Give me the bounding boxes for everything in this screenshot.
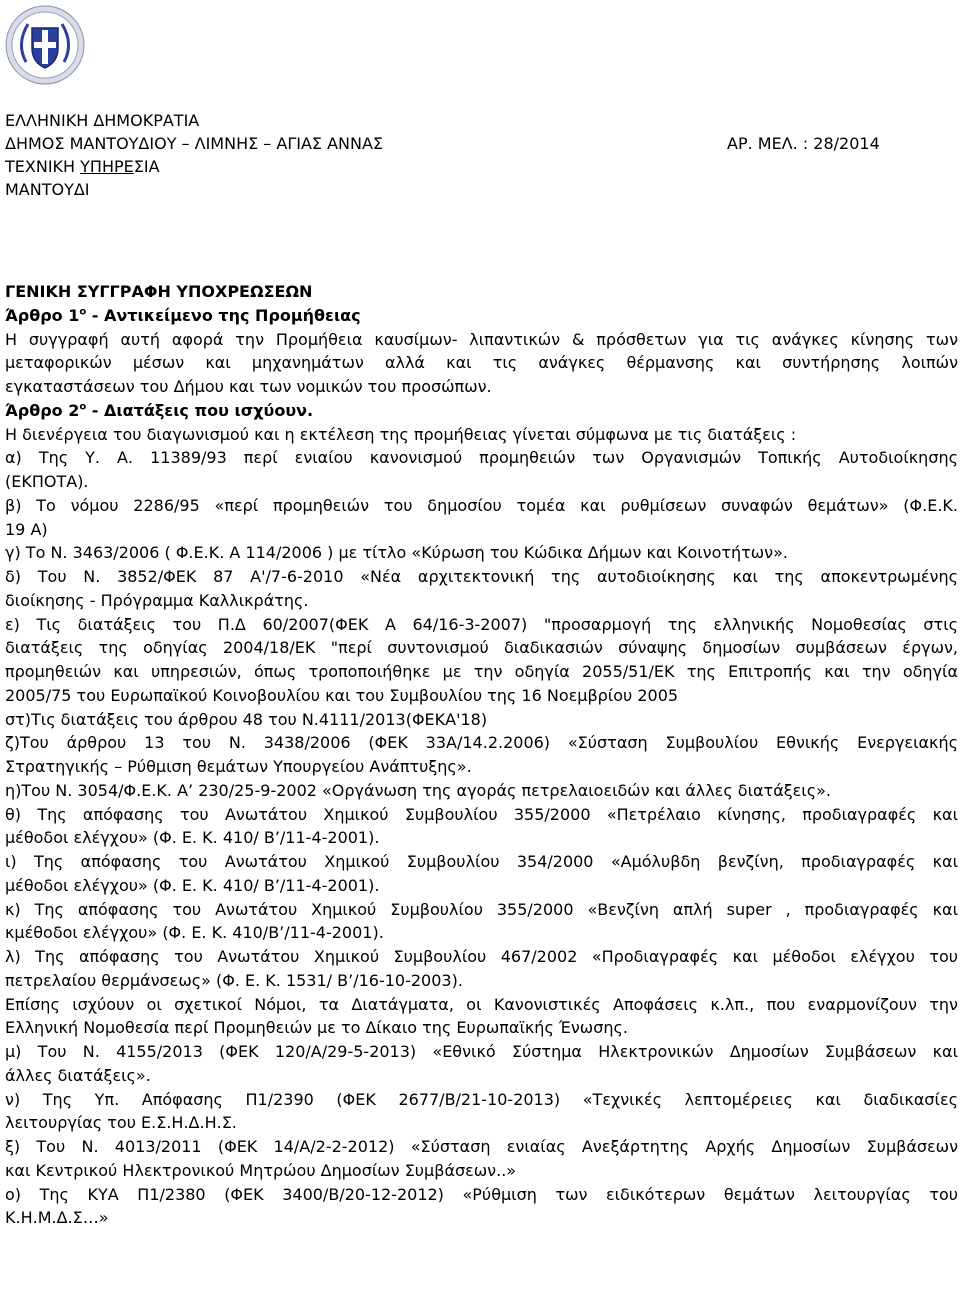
- article-2-line: μ) Του Ν. 4155/2013 (ΦΕΚ 120/Α/29-5-2013) «Εθνικό Σύστημα Ηλεκτρονικών Δημοσίων Συμβάσεων και: [5, 1042, 958, 1061]
- article-1-line: μεταφορικών μέσων και μηχανημάτων αλλά και τις ανάγκες θέρμανσης και συντήρησης λοιπών: [5, 353, 958, 373]
- article-2-line: λειτουργίας του Ε.Σ.Η.Δ.Η.Σ.: [5, 1113, 237, 1133]
- article-2-line: πετρελαίου θερμάνσεως» (Φ. Ε. Κ. 1531/ Β’/16-10-2003).: [5, 970, 463, 990]
- article-1-ordinal: ο: [79, 306, 87, 318]
- article-2-heading-text: Άρθρο 2: [5, 400, 80, 420]
- article-2-line: προμηθειών και υπηρεσιών, όπως τροποποιήθηκε με την οδηγία 2055/51/ΕΚ της Επιτροπής και την οδηγία: [5, 662, 958, 681]
- department-part-1: ΤΕΧΝΙΚΗ: [5, 157, 81, 176]
- article-2-line: θ) Της απόφασης του Ανωτάτου Χημικού Συμβουλίου 355/2000 «Πετρέλαιο κίνησης, προδιαγραφές και: [5, 804, 958, 824]
- article-1-heading-title: - Αντικείμενο της Προμήθειας: [86, 305, 361, 325]
- article-2-line: α) Της Υ. Α. 11389/93 περί ενιαίου κανονισμού προμηθειών των Οργανισμών Τοπικής Αυτοδιοίκησης: [5, 448, 958, 468]
- article-2-line: γ) Το Ν. 3463/2006 ( Φ.Ε.Κ. Α 114/2006 ) με τίτλο «Κύρωση του Κώδικα Δήμων και Κοινοτήτων».: [5, 543, 788, 563]
- article-1-heading-text: Άρθρο 1: [5, 305, 80, 325]
- article-2-line: ι) Της απόφασης του Ανωτάτου Χημικού Συμβουλίου 354/2000 «Αμόλυβδη βενζίνη, προδιαγραφές και: [5, 852, 958, 871]
- reference-number: ΑΡ. ΜΕΛ. : 28/2014: [727, 134, 880, 153]
- department-part-2: ΥΠΗΡΕ: [80, 157, 134, 176]
- document-body: [5, 280, 958, 1230]
- article-2-line: Στρατηγικής – Ρύθμιση θεμάτων Υπουργείου Ανάπτυξης».: [5, 757, 472, 776]
- article-2-line: (ΕΚΠΟΤΑ).: [5, 472, 89, 491]
- article-2-line: η)Του Ν. 3054/Φ.Ε.Κ. Α’ 230/25-9-2002 «Οργάνωση της αγοράς πετρελαιοειδών και άλλες διατάξεις».: [5, 780, 831, 800]
- header-line-country: ΕΛΛΗΝΙΚΗ ΔΗΜΟΚΡΑΤΙΑ: [5, 111, 200, 130]
- article-2-line: ζ)Του άρθρου 13 του Ν. 3438/2006 (ΦΕΚ 33Α/14.2.2006) «Σύσταση Συμβουλίου Εθνικής Ενεργειακής: [5, 733, 958, 753]
- article-2-ordinal: ο: [79, 401, 87, 413]
- article-2-line: μέθοδοι ελέγχου» (Φ. Ε. Κ. 410/ Β’/11-4-2001).: [5, 875, 380, 895]
- header-line-town: ΜΑΝΤΟΥΔΙ: [5, 180, 90, 199]
- article-2-line: Επίσης ισχύουν οι σχετικοί Νόμοι, τα Διατάγματα, οι Κανονιστικές Αποφάσεις κ.λπ., που εναρμονίζουν την: [5, 994, 958, 1014]
- article-2-line: κμέθοδοι ελέγχου» (Φ. Ε. Κ. 410/Β’/11-4-2001).: [5, 923, 384, 943]
- article-1-line: εγκαταστάσεων του Δήμου και των νομικών του προσώπων.: [5, 377, 492, 396]
- article-2-line: 19 Α): [5, 519, 48, 539]
- article-2-line: διοίκησης - Πρόγραμμα Καλλικράτης.: [5, 590, 309, 610]
- article-2-line: β) Το νόμου 2286/95 «περί προμηθειών του δημοσίου τομέα και ρυθμίσεων συναφών θεμάτων» (Φ.Ε.Κ.: [5, 495, 958, 515]
- article-2-line: Κ.Η.Μ.Δ.Σ…»: [5, 1208, 109, 1228]
- article-2-line: ν) Της Υπ. Απόφασης Π1/2390 (ΦΕΚ 2677/Β/21-10-2013) «Τεχνικές λεπτομέρειες και διαδικασίες: [5, 1089, 958, 1109]
- article-2-line: διατάξεις της οδηγίας 2004/18/ΕΚ "περί συντονισμού διαδικασιών σύναψης δημοσίων συμβάσεων έργων,: [5, 638, 958, 658]
- department-part-3: ΣΙΑ: [133, 157, 160, 176]
- document-title: ΓΕΝΙΚΗ ΣΥΓΓΡΑΦΗ ΥΠΟΧΡΕΩΣΕΩΝ: [5, 282, 313, 301]
- cross-horizontal-icon: [34, 42, 56, 48]
- header-line-municipality: [5, 132, 905, 155]
- article-2-line: Ελληνική Νομοθεσία περί Προμηθειών με το Δίκαιο της Ευρωπαϊκής Ένωσης.: [5, 1018, 628, 1038]
- document-header: [5, 109, 905, 201]
- article-2-line: ο) Της ΚΥΑ Π1/2380 (ΦΕΚ 3400/Β/20-12-2012) «Ρύθμιση των ειδικότερων θεμάτων λειτουργίας του: [5, 1184, 958, 1204]
- article-2-line: μέθοδοι ελέγχου» (Φ. Ε. Κ. 410/ Β’/11-4-2001).: [5, 828, 380, 848]
- article-2-line: Η διενέργεια του διαγωνισμού και η εκτέλεση της προμήθειας γίνεται σύμφωνα με τις διατάξεις :: [5, 424, 797, 444]
- header-line-department: [5, 155, 905, 178]
- article-2-line: κ) Της απόφασης του Ανωτάτου Χημικού Συμβουλίου 355/2000 «Βενζίνη απλή super , προδιαγραφές και: [5, 899, 958, 919]
- article-1-heading: [5, 304, 958, 328]
- article-2-heading: [5, 399, 958, 423]
- article-2-line: ξ) Του Ν. 4013/2011 (ΦΕΚ 14/Α/2-2-2012) «Σύσταση ενιαίας Ανεξάρτητης Αρχής Δημοσίων Συμβάσεων: [5, 1137, 958, 1156]
- article-2-line: λ) Της απόφασης του Ανωτάτου Χημικού Συμβουλίου 467/2002 «Προδιαγραφές και μέθοδοι ελέγχου του: [5, 947, 958, 966]
- article-1-line: Η συγγραφή αυτή αφορά την Προμήθεια καυσίμων- λιπαντικών & πρόσθετων για τις ανάγκες κίνησης των: [5, 329, 958, 349]
- article-2-line: άλλες διατάξεις».: [5, 1065, 151, 1085]
- greek-coat-of-arms-emblem: [4, 4, 86, 86]
- article-2-line: στ)Τις διατάξεις του άρθρου 48 του Ν.4111/2013(ΦΕΚΑ'18): [5, 709, 488, 729]
- article-2-line: 2005/75 του Ευρωπαϊκού Κοινοβουλίου και του Συμβουλίου της 16 Νοεμβρίου 2005: [5, 685, 679, 705]
- article-2-line: ε) Τις διατάξεις του Π.Δ 60/2007(ΦΕΚ Α 64/16-3-2007) "προσαρμογή της ελληνικής Νομοθεσίας στις: [5, 614, 958, 634]
- article-2-line: και Κεντρικού Ηλεκτρονικού Μητρώου Δημοσίων Συμβάσεων..»: [5, 1160, 517, 1180]
- article-2-heading-title: - Διατάξεις που ισχύουν.: [86, 400, 314, 420]
- municipality-name: ΔΗΜΟΣ ΜΑΝΤΟΥΔΙΟΥ – ΛΙΜΝΗΣ – ΑΓΙΑΣ ΑΝΝΑΣ: [5, 134, 384, 153]
- article-2-line: δ) Του Ν. 3852/ΦΕΚ 87 Α'/7-6-2010 «Νέα αρχιτεκτονική της αυτοδιοίκησης και της αποκεντρωμένης: [5, 567, 958, 586]
